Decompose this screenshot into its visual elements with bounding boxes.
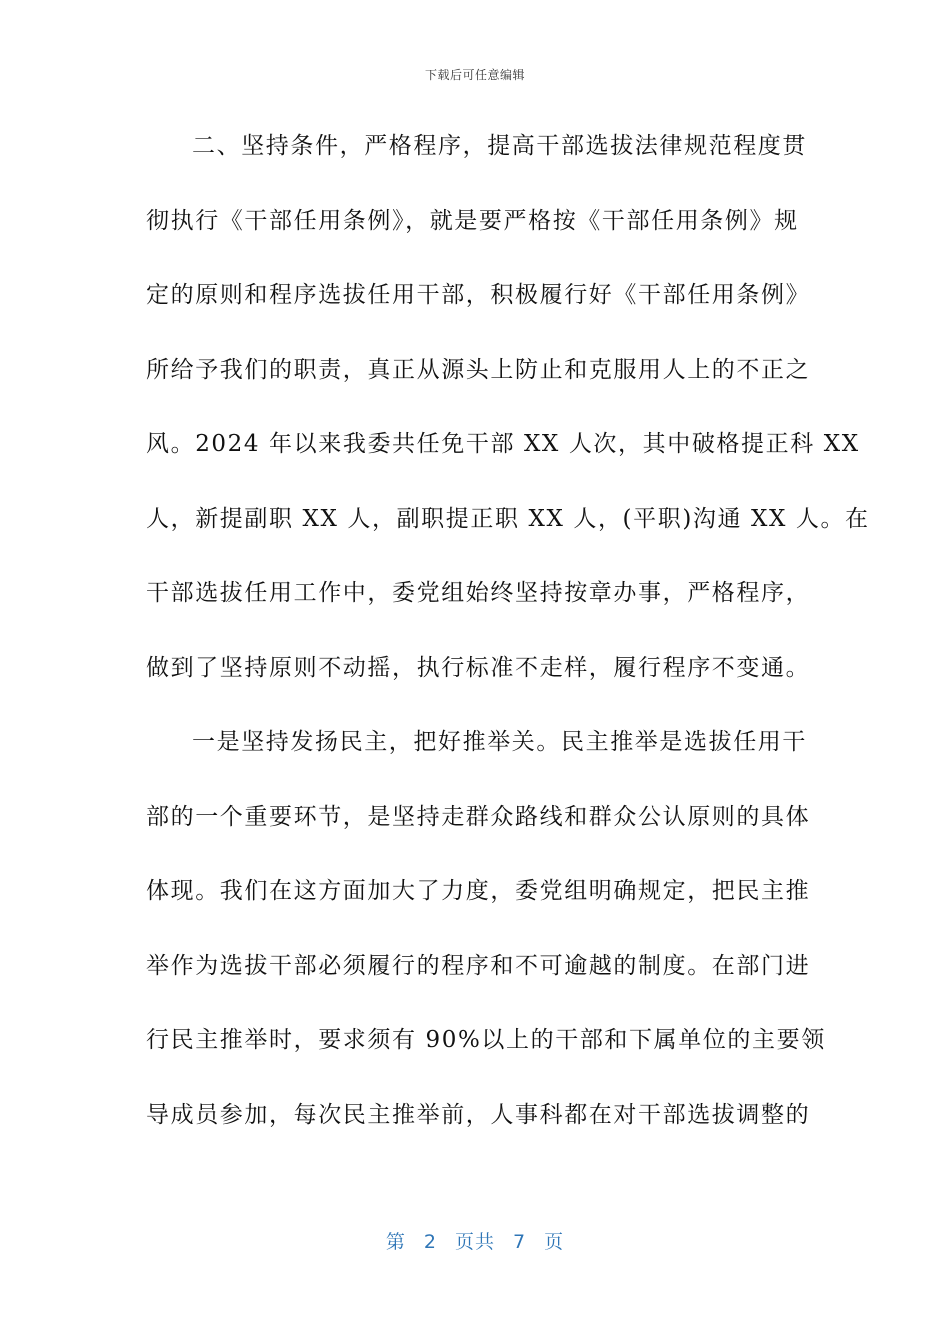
paragraph-line: 二、坚持条件，严格程序，提高干部选拔法律规范程度贯 [192, 133, 807, 159]
paragraph-line: 风。2024 年以来我委共任免干部 XX 人次，其中破格提正科 XX [146, 431, 860, 457]
body-text [146, 128, 870, 1171]
header-note: 下载后可任意编辑 [424, 68, 525, 82]
footer-middle: 页共 [454, 1231, 495, 1253]
paragraph-line: 体现。我们在这方面加大了力度，委党组明确规定，把民主推 [146, 878, 811, 904]
paragraph-line: 行民主推举时，要求须有 90%以上的干部和下属单位的主要领 [146, 1027, 826, 1053]
paragraph-line: 一是坚持发扬民主，把好推举关。民主推举是选拔任用干 [192, 729, 807, 755]
footer-suffix: 页 [544, 1231, 565, 1253]
current-page-number: 2 [423, 1231, 437, 1253]
paragraph-line: 导成员参加，每次民主推举前，人事科都在对干部选拔调整的 [146, 1101, 811, 1128]
total-pages-number: 7 [513, 1231, 527, 1253]
paragraph-line: 做到了坚持原则不动摇，执行标准不走样，履行程序不变通。 [146, 654, 811, 681]
paragraph-line: 举作为选拔干部必须履行的程序和不可逾越的制度。在部门进 [146, 952, 811, 979]
paragraph-line: 部的一个重要环节，是坚持走群众路线和群众公认原则的具体 [146, 803, 811, 830]
paragraph-line: 彻执行《干部任用条例》，就是要严格按《干部任用条例》规 [146, 207, 799, 234]
paragraph-line: 定的原则和程序选拔任用干部，积极履行好《干部任用条例》 [146, 282, 811, 308]
page-footer [0, 1227, 950, 1254]
footer-prefix: 第 [385, 1231, 406, 1253]
paragraph-line: 干部选拔任用工作中，委党组始终坚持按章办事，严格程序， [146, 580, 811, 606]
paragraph-line: 人，新提副职 XX 人，副职提正职 XX 人，(平职)沟通 XX 人。在 [146, 505, 870, 532]
paragraph-line: 所给予我们的职责，真正从源头上防止和克服用人上的不正之 [146, 356, 811, 383]
